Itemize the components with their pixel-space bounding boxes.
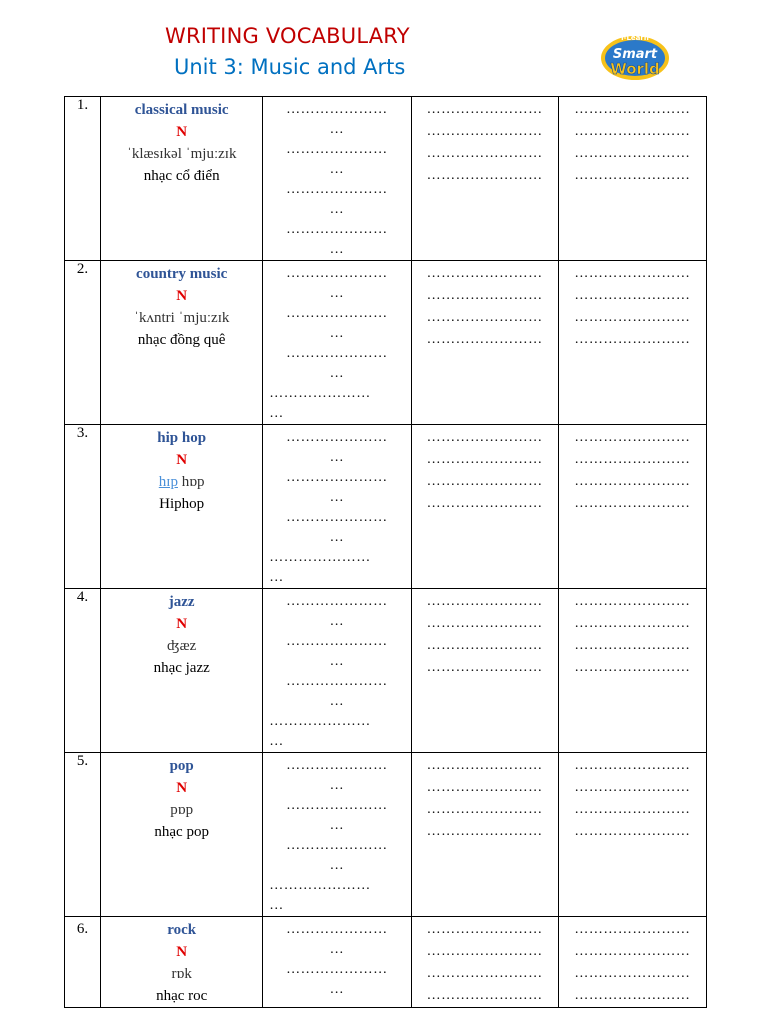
practice-column-1[interactable] <box>263 589 411 753</box>
dotted-line: …………………… <box>574 474 691 489</box>
dotted-line: …………………… <box>574 332 691 347</box>
dotted-line: …………………… <box>574 616 691 631</box>
vocab-row <box>65 753 707 917</box>
dotted-line-tail: … <box>329 286 345 301</box>
dotted-line: …………………… <box>426 824 543 839</box>
dotted-line-tail: … <box>329 366 345 381</box>
logo-main-text: Smart <box>612 47 658 62</box>
practice-column-3[interactable] <box>558 917 706 1008</box>
pronunciation-rest: hɒp <box>177 474 205 490</box>
pronunciation <box>101 471 262 493</box>
dotted-line: ………………… <box>286 470 388 485</box>
practice-column-3[interactable] <box>558 753 706 917</box>
dotted-line-tail: … <box>329 614 345 629</box>
vocab-row <box>65 261 707 425</box>
dotted-line-tail: … <box>329 694 345 709</box>
dotted-line-tail: … <box>329 654 345 669</box>
dotted-line-tail: … <box>269 734 284 749</box>
dotted-line-tail: … <box>269 570 284 585</box>
dotted-line: …………………… <box>574 988 691 1003</box>
dotted-line: ………………… <box>269 878 371 893</box>
dotted-line-tail: … <box>329 242 345 257</box>
english-word: pop <box>169 758 194 774</box>
row-number: 3. <box>65 425 101 589</box>
dotted-line: …………………… <box>574 430 691 445</box>
practice-column-1[interactable] <box>263 753 411 917</box>
part-of-speech: N <box>176 124 188 140</box>
dotted-line: …………………… <box>426 922 543 937</box>
dotted-line-tail: … <box>329 818 345 833</box>
dotted-line-tail: … <box>329 530 345 545</box>
dotted-line: …………………… <box>574 310 691 325</box>
vocab-row <box>65 97 707 261</box>
dotted-line: …………………… <box>426 966 543 981</box>
dotted-line: …………………… <box>574 288 691 303</box>
pronunciation: ˈklæsɪkəl ˈmjuːzɪk <box>126 146 237 162</box>
row-number: 2. <box>65 261 101 425</box>
pronunciation: ʤæz <box>167 638 197 654</box>
dotted-line: …………………… <box>426 102 543 117</box>
dotted-line: …………………… <box>426 332 543 347</box>
part-of-speech: N <box>176 452 188 468</box>
practice-column-2[interactable] <box>411 917 558 1008</box>
dotted-line: …………………… <box>574 594 691 609</box>
part-of-speech: N <box>176 780 188 796</box>
dotted-line: ………………… <box>286 182 388 197</box>
row-number: 6. <box>65 917 101 1008</box>
dotted-line: …………………… <box>426 124 543 139</box>
dotted-line: …………………… <box>574 168 691 183</box>
dotted-line: ………………… <box>286 222 388 237</box>
dotted-line-tail: … <box>329 490 345 505</box>
dotted-line: …………………… <box>426 638 543 653</box>
english-word: jazz <box>168 594 195 610</box>
dotted-line: ………………… <box>286 102 388 117</box>
dotted-line-tail: … <box>269 406 284 421</box>
part-of-speech: N <box>176 944 188 960</box>
dotted-line: ………………… <box>286 758 388 773</box>
word-cell <box>101 97 263 261</box>
practice-column-3[interactable] <box>558 589 706 753</box>
dotted-line-tail: … <box>269 898 284 913</box>
practice-column-2[interactable] <box>411 97 558 261</box>
dotted-line: …………………… <box>574 266 691 281</box>
dotted-line: ………………… <box>286 346 388 361</box>
dotted-line: …………………… <box>574 966 691 981</box>
pronunciation: ˈkʌntri ˈmjuːzɪk <box>133 310 230 326</box>
dotted-line-tail: … <box>329 450 345 465</box>
dotted-line: …………………… <box>426 168 543 183</box>
practice-column-3[interactable] <box>558 425 706 589</box>
english-word: rock <box>167 922 197 938</box>
dotted-line: …………………… <box>574 638 691 653</box>
dotted-line-tail: … <box>329 858 345 873</box>
practice-column-2[interactable] <box>411 589 558 753</box>
dotted-line-tail: … <box>329 122 345 137</box>
dotted-line: …………………… <box>574 758 691 773</box>
dotted-line: ………………… <box>286 594 388 609</box>
dotted-line: ………………… <box>286 510 388 525</box>
part-of-speech: N <box>176 288 188 304</box>
practice-column-2[interactable] <box>411 261 558 425</box>
dotted-line-tail: … <box>329 162 345 177</box>
dotted-line: …………………… <box>426 802 543 817</box>
dotted-line: …………………… <box>574 922 691 937</box>
vietnamese-meaning: nhạc roc <box>156 988 208 1004</box>
english-word: hip hop <box>157 430 207 446</box>
vietnamese-meaning: Hiphop <box>159 496 205 512</box>
smart-world-logo <box>595 28 673 84</box>
dotted-line: …………………… <box>426 452 543 467</box>
vietnamese-meaning: nhạc pop <box>154 824 209 840</box>
dotted-line: …………………… <box>426 616 543 631</box>
vocab-row <box>65 589 707 753</box>
practice-column-3[interactable] <box>558 97 706 261</box>
worksheet-title: WRITING VOCABULARY <box>165 24 410 48</box>
dotted-line: ………………… <box>286 962 388 977</box>
practice-column-1[interactable] <box>263 97 411 261</box>
dotted-line: …………………… <box>574 802 691 817</box>
dotted-line: ………………… <box>286 266 388 281</box>
dotted-line: …………………… <box>426 430 543 445</box>
dotted-line-tail: … <box>329 778 345 793</box>
dotted-line: ………………… <box>286 430 388 445</box>
dotted-line: ………………… <box>286 922 388 937</box>
dotted-line: …………………… <box>426 944 543 959</box>
dotted-line: …………………… <box>426 988 543 1003</box>
dotted-line: …………………… <box>426 310 543 325</box>
dotted-line: ………………… <box>269 714 371 729</box>
row-number: 5. <box>65 753 101 917</box>
pronunciation-link[interactable]: hɪp <box>158 474 178 490</box>
dotted-line: ………………… <box>286 838 388 853</box>
dotted-line: ………………… <box>286 674 388 689</box>
word-cell <box>101 425 263 589</box>
vocab-row <box>65 917 707 1008</box>
dotted-line: …………………… <box>574 146 691 161</box>
vietnamese-meaning: nhạc jazz <box>153 660 210 676</box>
dotted-line: …………………… <box>574 780 691 795</box>
dotted-line: …………………… <box>574 496 691 511</box>
dotted-line: ………………… <box>286 306 388 321</box>
dotted-line: ………………… <box>286 798 388 813</box>
dotted-line: …………………… <box>574 124 691 139</box>
vietnamese-meaning: nhạc cổ điển <box>143 168 220 184</box>
dotted-line-tail: … <box>329 942 345 957</box>
vocabulary-table <box>64 96 707 1008</box>
dotted-line: ………………… <box>286 142 388 157</box>
row-number: 1. <box>65 97 101 261</box>
practice-column-2[interactable] <box>411 425 558 589</box>
logo-sub-text: World <box>610 60 660 78</box>
dotted-line: ………………… <box>269 386 371 401</box>
dotted-line: ………………… <box>286 634 388 649</box>
dotted-line-tail: … <box>329 326 345 341</box>
dotted-line: …………………… <box>574 452 691 467</box>
worksheet-subtitle: Unit 3: Music and Arts <box>174 55 406 79</box>
word-cell <box>101 917 263 1008</box>
dotted-line: …………………… <box>574 944 691 959</box>
dotted-line: …………………… <box>426 496 543 511</box>
dotted-line: …………………… <box>426 758 543 773</box>
dotted-line-tail: … <box>329 982 345 997</box>
dotted-line: ………………… <box>269 550 371 565</box>
vietnamese-meaning: nhạc đồng quê <box>137 332 226 348</box>
dotted-line: …………………… <box>574 102 691 117</box>
word-cell <box>101 589 263 753</box>
practice-column-2[interactable] <box>411 753 558 917</box>
pronunciation: rɒk <box>171 966 192 982</box>
dotted-line: …………………… <box>426 660 543 675</box>
practice-column-1[interactable] <box>263 917 411 1008</box>
dotted-line: …………………… <box>574 824 691 839</box>
dotted-line: …………………… <box>426 780 543 795</box>
dotted-line: …………………… <box>426 474 543 489</box>
english-word: country music <box>136 266 228 282</box>
word-cell <box>101 261 263 425</box>
part-of-speech: N <box>176 616 188 632</box>
word-cell <box>101 753 263 917</box>
vocab-row <box>65 425 707 589</box>
dotted-line: …………………… <box>426 594 543 609</box>
dotted-line: …………………… <box>426 266 543 281</box>
english-word: classical music <box>134 102 229 118</box>
practice-column-1[interactable] <box>263 261 411 425</box>
pronunciation: pɒp <box>170 802 194 818</box>
dotted-line: …………………… <box>426 146 543 161</box>
logo-top-text: i-Learn <box>621 34 649 42</box>
practice-column-3[interactable] <box>558 261 706 425</box>
dotted-line-tail: … <box>329 202 345 217</box>
dotted-line: …………………… <box>426 288 543 303</box>
row-number: 4. <box>65 589 101 753</box>
dotted-line: …………………… <box>574 660 691 675</box>
practice-column-1[interactable] <box>263 425 411 589</box>
